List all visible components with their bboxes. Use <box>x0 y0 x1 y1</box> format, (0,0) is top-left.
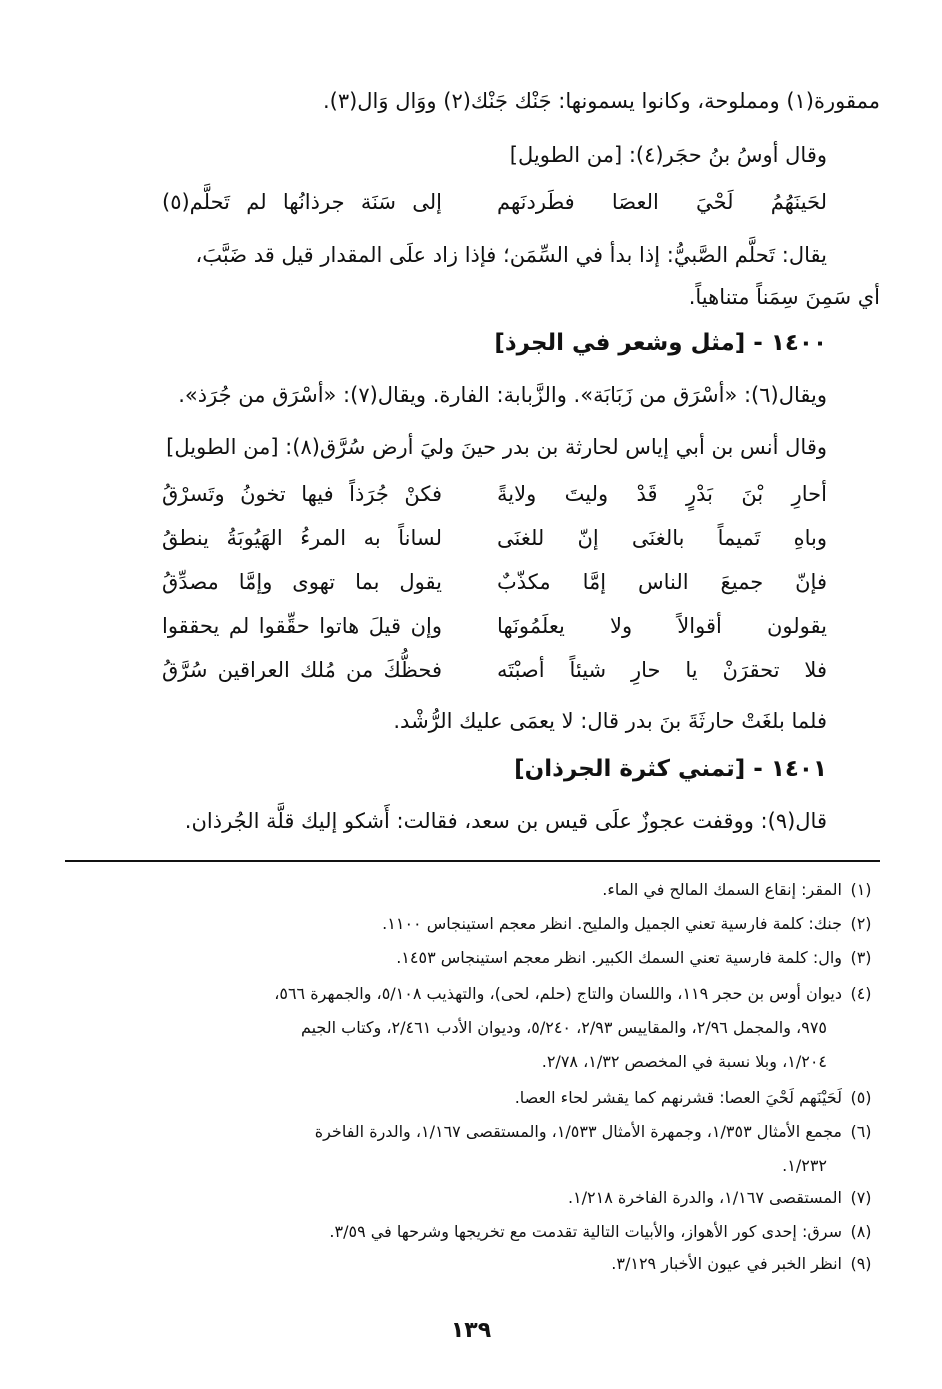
footnote-number: (٨) <box>850 1222 872 1241</box>
footnote-number: (١) <box>850 880 872 899</box>
footnote-text: مجمع الأمثال ١/٣٥٣، وجمهرة الأمثال ١/٥٣٣، والمستقصى ١/١٦٧، والدرة الفاخرة <box>314 1122 842 1141</box>
paragraph-line: قال(٩): ووقفت عجوزٌ علَى قيس بن سعد، فقالت: أَشكو إليك قلَّة الجُرذان. <box>184 809 827 833</box>
footnote-continuation: ١/٢٠٤، وبلا نسبة في المخصص ١/٣٢، ٢/٧٨. <box>541 1052 827 1071</box>
verse-first-hemistich: لحَينَهُمُ لَحْيَ العصَا فطَردنَهم <box>497 190 827 214</box>
footnote-text: ديوان أوس بن حجر ١١٩، واللسان والتاج (حلم، لحى)، والتهذيب ٥/١٠٨، والجمهرة ٥٦٦، <box>274 984 842 1003</box>
footnote-number: (٣) <box>850 948 872 967</box>
footnote <box>329 1222 880 1241</box>
verse-second-hemistich: وإن قيلَ هاتوا حقِّقوا لم يحققوا <box>162 614 442 638</box>
verse-second-hemistich: يقول بما تهوى وإمَّا مصدِّقُ <box>162 570 442 594</box>
verse-first-hemistich: وباهِ تَميماً بالغنَى إنّ للغنَى <box>497 526 827 550</box>
footnote-text: سرق: إحدى كور الأهواز، والأبيات التالية تقدمت مع تخريجها وشرحها في ٣/٥٩. <box>329 1222 842 1241</box>
footnote-text: انظر الخبر في عيون الأخبار ٣/١٢٩. <box>611 1254 842 1273</box>
section-heading: ١٤٠١ - [تمني كثرة الجرذان] <box>514 756 827 782</box>
verse-first-hemistich: يقولون أقوالاً ولا يعلَمُونَها <box>497 614 827 638</box>
footnote-number: (٥) <box>850 1088 872 1107</box>
footnote-text: وال: كلمة فارسية تعني السمك الكبير. انظر معجم استينجاس ١٤٥٣. <box>396 948 842 967</box>
section-heading: ١٤٠٠ - [مثل وشعر في الجرذ] <box>494 330 827 356</box>
poem-intro: وقال أوسُ بنُ حجَر(٤): [من الطويل] <box>509 143 827 167</box>
footnote <box>396 948 880 967</box>
verse-second-hemistich: لساناً به المرءُ الهَيُوبَةُ ينطقُ <box>162 526 442 550</box>
footnote-text: لَحَيْنَهم لَحْيَ العصا: قشرنهم كما يقشر لحاء العصا. <box>514 1088 842 1107</box>
verse-second-hemistich: فكنْ جُرَذاً فيها تخونُ وتَسرْقُ <box>162 482 442 506</box>
footnote-number: (٦) <box>850 1122 872 1141</box>
footnote <box>315 1122 880 1141</box>
footnote <box>515 1088 880 1107</box>
footnote <box>602 880 880 899</box>
footnote <box>274 984 880 1003</box>
verse-first-hemistich: فإنّ جميعَ الناس إمَّا مكذّبٌ <box>497 570 827 594</box>
verse-first-hemistich: فلا تحقرَنْ يا حارِ شيئاً أصبْتَه <box>497 658 827 682</box>
footnote-text: جنك: كلمة فارسية تعني الجميل والمليح. انظر معجم استينجاس ١١٠٠. <box>382 914 842 933</box>
footnote-number: (٢) <box>850 914 872 933</box>
footnote-number: (٤) <box>850 984 872 1003</box>
verse-first-hemistich: أحارِ بْنَ بَدْرٍ قَدْ وليتَ ولايةً <box>497 482 827 506</box>
paragraph-line: أي سَمِنَ سِمَناً متناهياً. <box>688 285 880 309</box>
poem-intro: وقال أنس بن أبي إياس لحارثة بن بدر حينَ وليَ أرض سُرَّق(٨): [من الطويل] <box>166 435 827 459</box>
verse-second-hemistich: إلى سَنَة جرذانُها لم تَحلَّم(٥) <box>162 190 442 214</box>
footnote-text: المقر: إنقاع السمك المالح في الماء. <box>602 880 842 899</box>
footnote-continuation: ١/٢٣٢. <box>782 1156 827 1175</box>
footnote <box>568 1188 880 1207</box>
footnote <box>611 1254 880 1273</box>
footnote <box>382 914 880 933</box>
footnote-divider <box>65 860 880 862</box>
paragraph-line: ويقال(٦): «أسْرَق من زَبَابَة». والزَّبابة: الفارة. ويقال(٧): «أسْرَق من جُرَذ». <box>178 383 827 407</box>
footnote-number: (٧) <box>850 1188 872 1207</box>
page-number: ١٣٩ <box>450 1318 492 1343</box>
verse-second-hemistich: فحظُّكَ من مُلك العراقين سُرَّقُ <box>162 658 442 682</box>
footnote-text: المستقصى ١/١٦٧، والدرة الفاخرة ١/٢١٨. <box>567 1188 842 1207</box>
footnote-number: (٩) <box>850 1254 872 1273</box>
paragraph-line: يقال: تَحلَّم الصَّبيُّ: إذا بدأ في السِّمَن؛ فإذا زاد علَى المقدار قيل قد ضَبَّبَ، <box>195 243 827 267</box>
paragraph-line: فلما بلغَتْ حارثَةَ بنَ بدر قال: لا يعمَى عليك الرُّشْد. <box>393 709 827 733</box>
footnote-continuation: ٩٧٥، والمجمل ٢/٩٦، والمقاييس ٢/٩٣، ٥/٢٤٠، وديوان الأدب ٢/٤٦١، وكتاب الجيم <box>300 1018 827 1037</box>
paragraph-line: ممقورة(١) ومملوحة، وكانوا يسمونها: جَنْك جَنْك(٢) ووَال وَال(٣). <box>322 89 880 113</box>
